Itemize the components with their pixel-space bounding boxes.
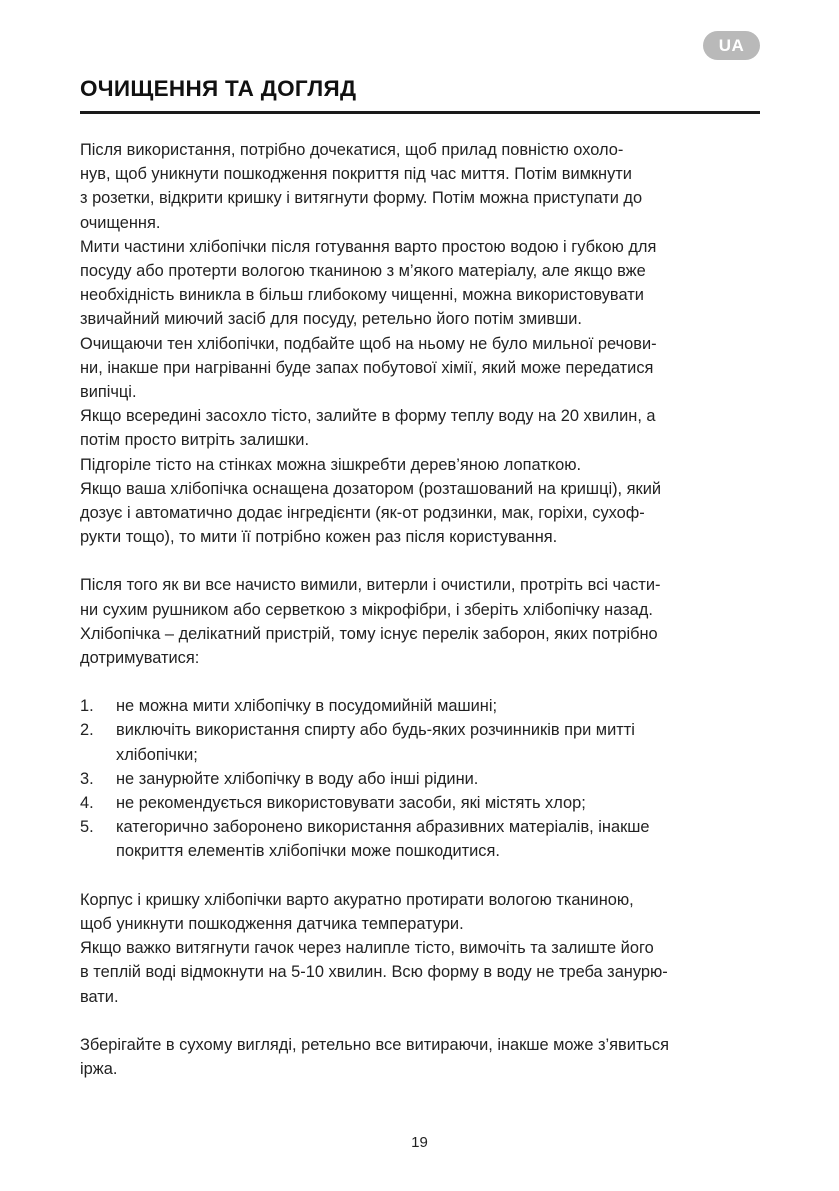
- text-line: не рекомендується використовувати засоби, які містять хлор;: [116, 794, 586, 813]
- list-item-number: 1.: [80, 697, 94, 716]
- paragraph-spacer: [80, 864, 770, 888]
- list-item-number: 3.: [80, 769, 94, 788]
- text-line: не можна мити хлібопічку в посудомийній машині;: [116, 697, 498, 716]
- paragraph-spacer: [80, 670, 770, 694]
- paragraph-spacer: [80, 549, 770, 573]
- page-title: ОЧИЩЕННЯ ТА ДОГЛЯД: [80, 76, 357, 101]
- text-line: потім просто витріть залишки.: [80, 431, 310, 450]
- paragraph-spacer: [80, 1009, 770, 1033]
- list-item-number: 4.: [80, 794, 94, 813]
- title-underline-divider: [80, 111, 760, 114]
- drying-instructions-block: [80, 573, 770, 670]
- text-line: посуду або протерти вологою тканиною з м’якого матеріалу, але якщо вже: [80, 262, 646, 281]
- text-line: випічці.: [80, 383, 137, 402]
- text-line: з розетки, відкрити кришку і витягнути форму. Потім можна приступати до: [80, 189, 643, 208]
- text-line: Після використання, потрібно дочекатися, щоб прилад повністю охоло-: [80, 141, 624, 159]
- text-line: не занурюйте хлібопічку в воду або інші рідини.: [116, 769, 479, 788]
- text-line: Підгоріле тісто на стінках можна зішкребти дерев’яною лопаткою.: [80, 455, 582, 474]
- text-line: Корпус і кришку хлібопічки варто акуратно протирати вологою тканиною,: [80, 890, 634, 909]
- text-line: дозує і автоматично додає інгредієнти (як-от родзинки, мак, горіхи, сухоф-: [80, 504, 645, 523]
- list-item: [80, 694, 770, 718]
- cleaning-instructions-block: [80, 138, 770, 549]
- text-line: Якщо ваша хлібопічка оснащена дозатором (розташований на кришці), який: [80, 479, 662, 498]
- text-line: Зберігайте в сухому вигляді, ретельно все витираючи, інакше може з’явиться: [80, 1035, 670, 1054]
- text-line: Після того як ви все начисто вимили, витерли і очистили, протріть всі части-: [80, 576, 661, 595]
- text-line: Якщо всередині засохло тісто, залийте в форму теплу воду на 20 хвилин, а: [80, 407, 656, 426]
- text-line: Очищаючи тен хлібопічки, подбайте щоб на ньому не було мильної речови-: [80, 334, 657, 353]
- text-line: нув, щоб уникнути пошкодження покриття під час миття. Потім вимкнути: [80, 165, 632, 184]
- text-line: хлібопічки;: [116, 745, 198, 764]
- text-line: Мити частини хлібопічки після готування варто простою водою і губкою для: [80, 237, 657, 256]
- text-line: вати.: [80, 987, 119, 1006]
- list-item: [80, 718, 770, 766]
- list-item-number: 5.: [80, 818, 94, 837]
- text-line: рукти тощо), то мити її потрібно кожен раз після користування.: [80, 528, 558, 547]
- list-item: [80, 767, 770, 791]
- list-item-number: 2.: [80, 721, 94, 740]
- text-line: звичайний миючий засіб для посуду, ретельно його потім змивши.: [80, 310, 582, 329]
- text-line: іржа.: [80, 1059, 118, 1078]
- storage-block: [80, 1033, 770, 1081]
- text-line: виключіть використання спирту або будь-яких розчинників при митті: [116, 721, 635, 740]
- text-line: очищення.: [80, 213, 161, 232]
- text-line: ни, інакше при нагріванні буде запах побутової хімії, який може передатися: [80, 358, 654, 377]
- text-line: ни сухим рушником або серветкою з мікрофібри, і зберіть хлібопічку назад.: [80, 600, 653, 619]
- list-item: [80, 791, 770, 815]
- list-item: [80, 815, 770, 863]
- text-line: дотримуватися:: [80, 649, 200, 668]
- language-badge: UA: [703, 31, 760, 60]
- body-cleaning-block: [80, 888, 770, 1009]
- text-line: категорично заборонено використання абразивних матеріалів, інакше: [116, 818, 650, 837]
- prohibitions-list: [80, 694, 770, 863]
- page-number: 19: [411, 1134, 428, 1151]
- text-line: покриття елементів хлібопічки може пошкодитися.: [116, 842, 500, 861]
- text-line: щоб уникнути пошкодження датчика температури.: [80, 914, 464, 933]
- text-line: Хлібопічка – делікатний пристрій, тому існує перелік заборон, яких потрібно: [80, 624, 658, 643]
- text-line: необхідність виникла в більш глибокому чищенні, можна використовувати: [80, 286, 644, 305]
- text-line: в теплій воді відмокнути на 5-10 хвилин. Всю форму в воду не треба занурю-: [80, 963, 668, 982]
- text-line: Якщо важко витягнути гачок через налипле тісто, вимочіть та залиште його: [80, 939, 654, 958]
- document-body: [80, 138, 770, 1081]
